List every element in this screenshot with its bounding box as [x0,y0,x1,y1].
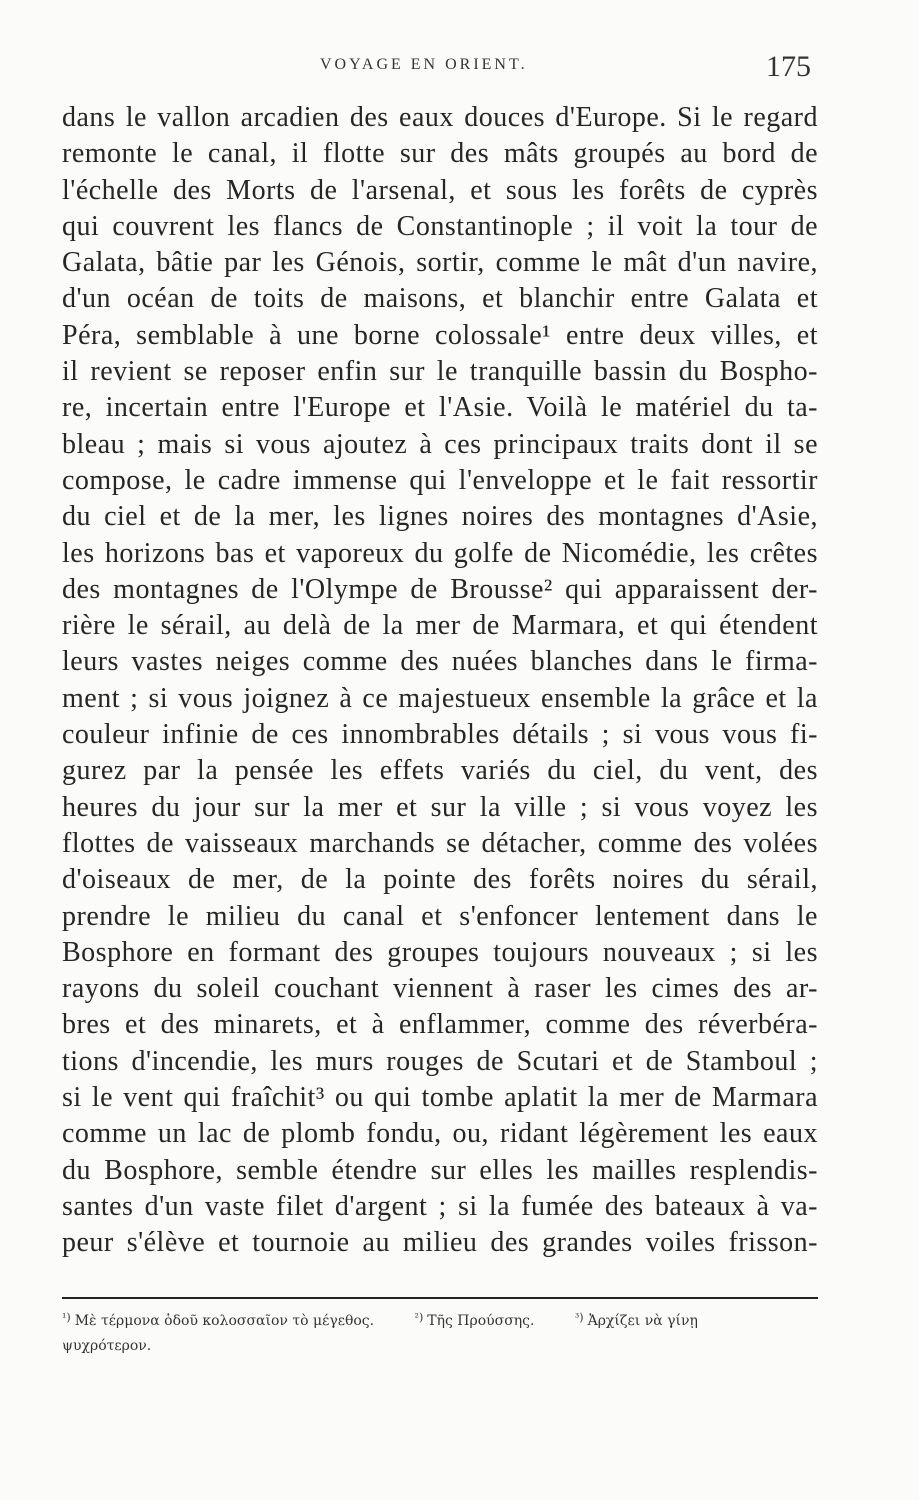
footnote-line [62,1304,822,1332]
text-line: Galata, bâtie par les Génois, sortir, comme le mât d'un navire, [62,247,818,279]
footnote-text: Μὲ τέρμονα ὁδοῦ κολοσσαῖον τὸ μέγεθος. [74,1313,375,1329]
text-line: compose, le cadre immense qui l'enveloppe et le fait ressortir [62,464,818,496]
text-line: dans le vallon arcadien des eaux douces d'Europe. Si le regard [62,102,818,133]
text-line: d'oiseaux de mer, de la pointe des forêts noires du sérail, [62,864,818,896]
text-line: si le vent qui fraîchit³ ou qui tombe aplatit la mer de Marmara [62,1082,818,1114]
text-line: rayons du soleil couchant viennent à raser les cimes des ar- [62,973,818,1005]
text-line: heures du jour sur la mer et sur la ville ; si vous voyez les [62,791,818,823]
running-title: VOYAGE EN ORIENT. [320,56,528,73]
text-line: Bosphore en formant des groupes toujours nouveaux ; si les [62,936,818,968]
text-line: leurs vastes neiges comme des nuées blanches dans le firma- [62,646,818,678]
text-line: flottes de vaisseaux marchands se détacher, comme des volées [62,827,818,859]
text-line: bleau ; mais si vous ajoutez à ces principaux traits dont il se [62,428,818,460]
text-line: l'échelle des Morts de l'arsenal, et sous les forêts de cyprès [62,174,818,206]
text-line: des montagnes de l'Olympe de Brousse² qui apparaissent der- [62,573,818,605]
running-head [0,50,919,92]
footnote-divider [62,1297,818,1299]
text-line: qui couvrent les flancs de Constantinople ; il voit la tour de [62,210,818,242]
text-line: du Bosphore, semble étendre sur elles les mailles resplendis- [62,1154,818,1186]
footnote-1 [62,1304,374,1332]
footnote-text: Τῆς Προύσσης. [427,1313,535,1329]
text-line: Péra, semblable à une borne colossale¹ entre deux villes, et [62,319,818,351]
body-text [62,100,818,1262]
text-line: re, incertain entre l'Europe et l'Asie. Voilà le matériel du ta- [62,392,818,424]
footnote-continuation: ψυχρότερον. [62,1338,152,1354]
text-line: comme un lac de plomb fondu, ou, ridant légèrement les eaux [62,1118,818,1150]
text-line: il revient se reposer enfin sur le tranquille bassin du Bospho- [62,356,818,388]
text-line: d'un océan de toits de maisons, et blanchir entre Galata et [62,283,818,315]
footnote-2 [415,1304,535,1332]
text-line: ment ; si vous joignez à ce majestueux ensemble la grâce et la [62,682,818,714]
text-line: bres et des minarets, et à enflammer, comme des réverbéra- [62,1009,818,1041]
page-number: 175 [766,50,811,83]
text-line: couleur infinie de ces innombrables détails ; si vous vous fi- [62,719,818,751]
text-line: santes d'un vaste filet d'argent ; si la fumée des bateaux à va- [62,1190,818,1222]
text-line: gurez par la pensée les effets variés du ciel, du vent, des [62,755,818,787]
text-line: prendre le milieu du canal et s'enfoncer lentement dans le [62,900,818,932]
footnote-marker: ¹) [62,1311,71,1324]
footnote-marker: ³) [574,1311,584,1324]
text-line: tions d'incendie, les murs rouges de Scutari et de Stamboul ; [62,1045,818,1077]
text-line: les horizons bas et vaporeux du golfe de Nicomédie, les crêtes [62,537,818,569]
text-line: rière le sérail, au delà de la mer de Marmara, et qui étendent [62,610,818,642]
text-line: remonte le canal, il flotte sur des mâts groupés au bord de [62,138,818,170]
text-line: peur s'élève et tournoie au milieu des grandes voiles frisson- [62,1227,818,1259]
text-line: du ciel et de la mer, les lignes noires des montagnes d'Asie, [62,501,818,533]
footnotes [62,1304,822,1360]
footnote-marker: ²) [414,1311,424,1324]
footnote-3 [575,1304,698,1332]
footnote-text: Ἀρχίζει νὰ γίνῃ [587,1313,698,1329]
